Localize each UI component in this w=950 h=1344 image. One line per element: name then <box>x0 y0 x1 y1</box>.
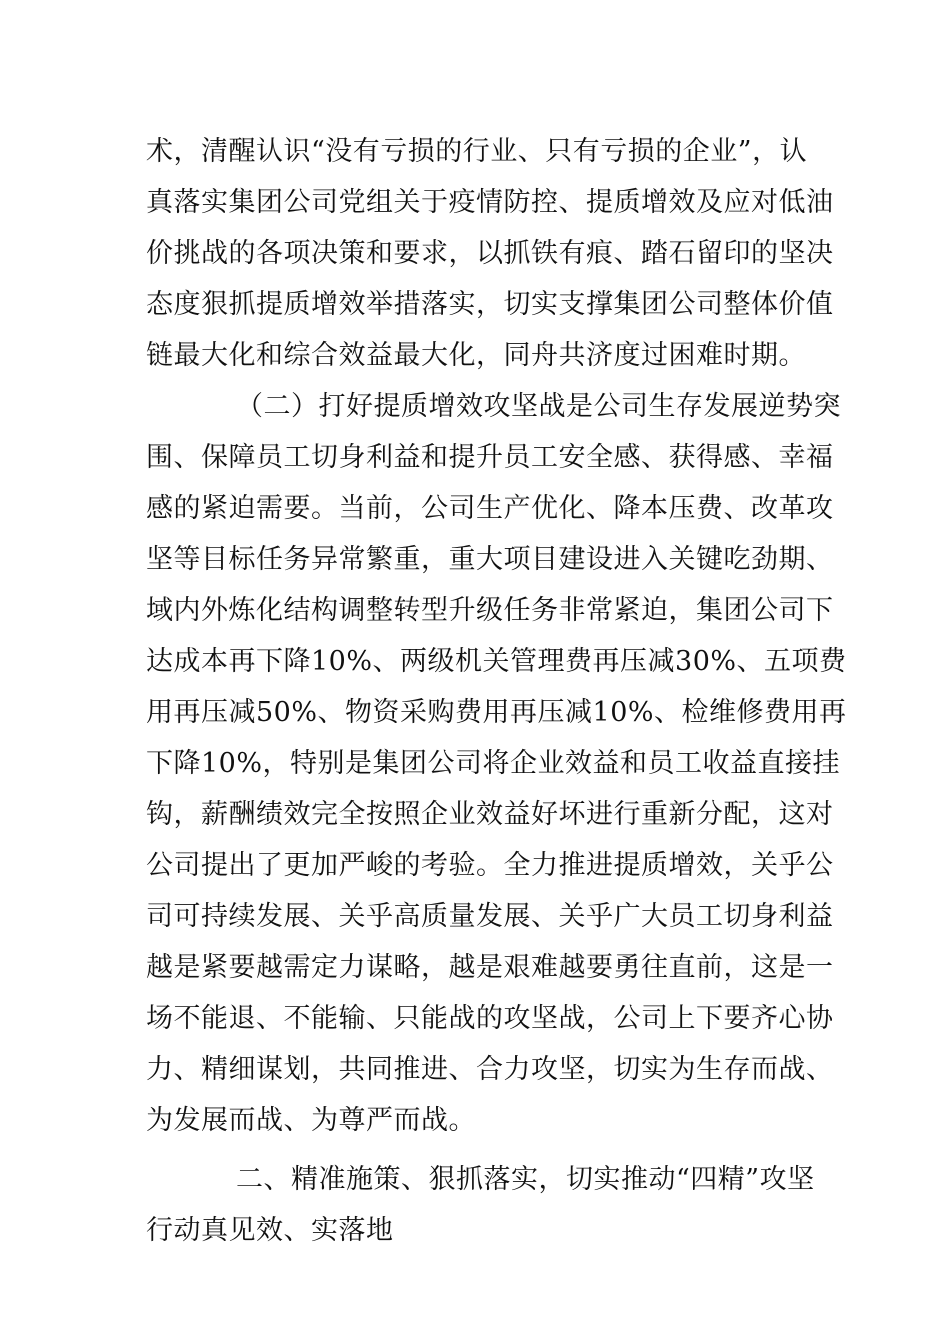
text-line: 下降10%，特别是集团公司将企业效益和员工收益直接挂 <box>146 748 841 779</box>
text-line: 用再压减50%、物资采购费用再压减10%、检维修费用再 <box>146 697 847 728</box>
text-line: 坚等目标任务异常繁重，重大项目建设进入关键吃劲期、 <box>146 544 834 575</box>
text-line: 越是紧要越需定力谋略，越是艰难越要勇往直前，这是一 <box>146 952 834 983</box>
text-line: 真落实集团公司党组关于疫情防控、提质增效及应对低油 <box>146 187 834 218</box>
document-body <box>146 126 847 1256</box>
heading-line: 二、精准施策、狠抓落实，切实推动“四精”攻坚 <box>236 1164 815 1195</box>
section-heading <box>146 1154 815 1256</box>
text-line: （二）打好提质增效攻坚战是公司生存发展逆势突 <box>236 391 841 422</box>
paragraph-continuation <box>146 126 834 381</box>
text-line: 价挑战的各项决策和要求，以抓铁有痕、踏石留印的坚决 <box>146 238 834 269</box>
heading-line: 行动真见效、实落地 <box>146 1215 394 1246</box>
text-line: 术，清醒认识“没有亏损的行业、只有亏损的企业”，认 <box>146 136 808 167</box>
text-line: 司可持续发展、关乎高质量发展、关乎广大员工切身利益 <box>146 901 834 932</box>
text-line: 达成本再下降10%、两级机关管理费再压减30%、五项费 <box>146 646 847 677</box>
text-line: 感的紧迫需要。当前，公司生产优化、降本压费、改革攻 <box>146 493 834 524</box>
text-line: 态度狠抓提质增效举措落实，切实支撑集团公司整体价值 <box>146 289 834 320</box>
text-line: 链最大化和综合效益最大化，同舟共济度过困难时期。 <box>146 340 806 371</box>
text-line: 力、精细谋划，共同推进、合力攻坚，切实为生存而战、 <box>146 1054 834 1085</box>
text-line: 公司提出了更加严峻的考验。全力推进提质增效，关乎公 <box>146 850 834 881</box>
text-line: 围、保障员工切身利益和提升员工安全感、获得感、幸福 <box>146 442 834 473</box>
paragraph-section-2 <box>146 381 847 1146</box>
text-line: 钩，薪酬绩效完全按照企业效益好坏进行重新分配，这对 <box>146 799 834 830</box>
text-line: 域内外炼化结构调整转型升级任务非常紧迫，集团公司下 <box>146 595 834 626</box>
text-line: 场不能退、不能输、只能战的攻坚战，公司上下要齐心协 <box>146 1003 834 1034</box>
text-line: 为发展而战、为尊严而战。 <box>146 1105 476 1136</box>
